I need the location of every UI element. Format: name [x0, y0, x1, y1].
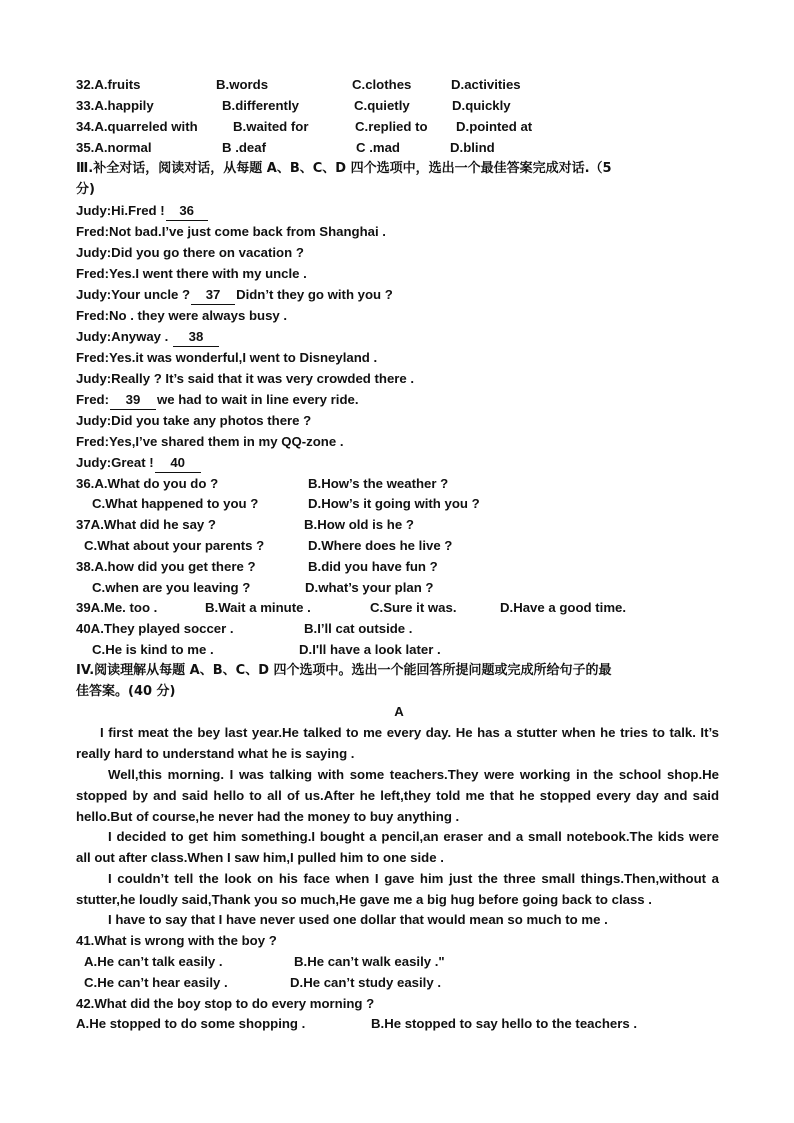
paragraph-text: I have to say that I have never used one dollar that would mean so much to me . [108, 912, 608, 927]
option-40-c: C.He is kind to me . [92, 642, 214, 657]
passage-label: A [394, 704, 404, 719]
dialogue-line-10 [76, 390, 722, 411]
option-39-b: B.Wait a minute . [205, 600, 311, 615]
passage-paragraph-5 [76, 910, 719, 931]
blank-37: 37 [191, 286, 235, 305]
dialogue-line-2: Fred:Not bad.I’ve just come back from Shanghai . [76, 224, 386, 239]
blank-39: 39 [110, 391, 156, 410]
option-32-c: C.clothes [352, 77, 412, 92]
dialogue-text: Fred: [76, 392, 109, 407]
dialogue-line-6: Fred:No . they were always busy . [76, 308, 288, 323]
blank-36: 36 [166, 202, 208, 221]
option-34-b: B.waited for [233, 119, 309, 134]
option-36-c: C.What happened to you ? [92, 496, 259, 511]
paragraph-text: I decided to get him something.I bought a pencil,an eraser and a small notebook.The kids were all out after class.When I saw him,I pulled him to one side . [76, 829, 719, 865]
dialogue-line-7 [76, 327, 722, 348]
dialogue-text: Didn’t they go with you ? [236, 287, 393, 302]
dialogue-line-12: Fred:Yes,I’ve shared them in my QQ-zone . [76, 434, 344, 449]
option-35-d: D.blind [450, 140, 495, 155]
paragraph-text: Well,this morning. I was talking with some teachers.They were working in the school shop.He stopped by and said hello to all of us.After he left,they told me that he stopped every day and said hello.But of course,he never had the money to buy anything . [76, 767, 719, 824]
option-35-c: C .mad [356, 140, 400, 155]
passage-paragraph-4 [76, 869, 719, 911]
option-33-b: B.differently [222, 98, 299, 113]
option-36-a: 36.A.What do you do ? [76, 476, 219, 491]
dialogue-text: Judy:Anyway . [76, 329, 169, 344]
dialogue-text: Judy:Hi.Fred ! [76, 203, 165, 218]
section-3-heading-cont: 分) [76, 182, 95, 197]
option-34-c: C.replied to [355, 119, 428, 134]
option-34-d: D.pointed at [456, 119, 533, 134]
dialogue-text: we had to wait in line every ride. [156, 392, 359, 407]
option-40-d: D.I'll have a look later . [299, 642, 441, 657]
option-32-d: D.activities [451, 77, 521, 92]
option-32-a: 32.A.fruits [76, 77, 141, 92]
question-41: 41.What is wrong with the boy ? [76, 933, 277, 948]
option-36-b: B.How’s the weather ? [308, 476, 449, 491]
option-41-b: B.He can’t walk easily ." [294, 954, 445, 969]
paragraph-text: I couldn’t tell the look on his face when I gave him just the three small things.Then,without a stutter,he loudly said,Thank you so much,He gave me a big hug before going back to class . [76, 871, 719, 907]
dialogue-line-3: Judy:Did you go there on vacation ? [76, 245, 304, 260]
blank-38: 38 [173, 328, 219, 347]
option-38-c: C.when are you leaving ? [92, 580, 251, 595]
paragraph-text: I first meat the bey last year.He talked to me every day. He has a stutter when he tries to talk. It’s really hard to understand what he is saying . [76, 725, 719, 761]
option-40-b: B.I’ll cat outside . [304, 621, 413, 636]
dialogue-text: Judy:Great ! [76, 455, 154, 470]
option-39-c: C.Sure it was. [370, 600, 457, 615]
dialogue-line-13 [76, 453, 722, 474]
option-37-b: B.How old is he ? [304, 517, 414, 532]
option-42-b: B.He stopped to say hello to the teachers . [371, 1016, 638, 1031]
option-33-a: 33.A.happily [76, 98, 154, 113]
option-37-a: 37A.What did he say ? [76, 517, 216, 532]
option-33-c: C.quietly [354, 98, 410, 113]
section-3-heading: Ⅲ.补全对话，阅读对话，从每题 A、B、C、D 四个选项中，选出一个最佳答案完成对话.（5 [76, 161, 612, 176]
passage-paragraph-2 [76, 765, 719, 827]
section-4-heading: IV.阅读理解从每题 A、B、C、D 四个选项中。选出一个能回答所提问题或完成所给句子的最 [76, 663, 612, 678]
question-42: 42.What did the boy stop to do every morning ? [76, 996, 375, 1011]
dialogue-text: Judy:Your uncle ? [76, 287, 191, 302]
option-36-d: D.How’s it going with you ? [308, 496, 480, 511]
option-41-d: D.He can’t study easily . [290, 975, 441, 990]
option-41-c: C.He can’t hear easily . [84, 975, 228, 990]
option-33-d: D.quickly [452, 98, 511, 113]
dialogue-line-1 [76, 201, 722, 222]
option-42-a: A.He stopped to do some shopping . [76, 1016, 306, 1031]
dialogue-line-8: Fred:Yes.it was wonderful,I went to Disneyland . [76, 350, 378, 365]
option-39-a: 39A.Me. too . [76, 600, 158, 615]
option-41-a: A.He can’t talk easily . [84, 954, 223, 969]
option-35-b: B .deaf [222, 140, 266, 155]
dialogue-line-4: Fred:Yes.I went there with my uncle . [76, 266, 307, 281]
blank-40: 40 [155, 454, 201, 473]
option-38-d: D.what’s your plan ? [305, 580, 434, 595]
dialogue-line-11: Judy:Did you take any photos there ? [76, 413, 312, 428]
section-4-heading-cont: 佳答案。(40 分) [76, 684, 176, 699]
dialogue-line-9: Judy:Really ? It’s said that it was very crowded there . [76, 371, 415, 386]
option-35-a: 35.A.normal [76, 140, 152, 155]
passage-paragraph-1 [76, 723, 719, 765]
option-34-a: 34.A.quarreled with [76, 119, 198, 134]
option-37-c: C.What about your parents ? [84, 538, 265, 553]
passage-paragraph-3 [76, 827, 719, 869]
option-38-b: B.did you have fun ? [308, 559, 438, 574]
option-37-d: D.Where does he live ? [308, 538, 453, 553]
option-40-a: 40A.They played soccer . [76, 621, 234, 636]
option-39-d: D.Have a good time. [500, 600, 627, 615]
dialogue-line-5 [76, 285, 722, 306]
option-32-b: B.words [216, 77, 269, 92]
option-38-a: 38.A.how did you get there ? [76, 559, 256, 574]
